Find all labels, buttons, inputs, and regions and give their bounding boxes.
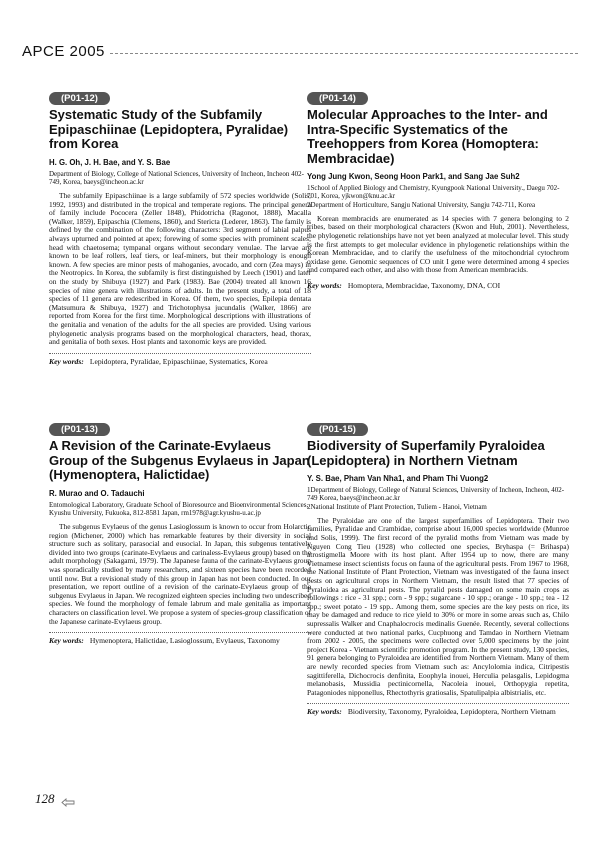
abstract-body: Korean membracids are enumerated as 14 species with 7 genera belonging to 2 tribes, based on their morphological characters (Kwon and Huh, 2001). Nevertheless, the phylogenetic relationships have not yet been analyzed at molecular level. This study is the first attempts to get molecular evidence in phylogenetic relationships within the Korean Membracidae, and to clarify the usefulness of the mitochondrial cytochrom oxidase gene. Genomic sequences of CO unit I gene were determined among 4 species and compared each other, and also with those from American membracids. <box>307 213 569 275</box>
abstract-affiliation: 1School of Applied Biology and Chemistry, Kyungpook National University., Daegu 702-701, Korea, yjkwon@knu.ac.kr <box>307 184 560 201</box>
abstract-code: (P01-13) <box>49 423 110 436</box>
abstract-keywords <box>49 357 311 366</box>
keywords-divider <box>49 632 311 633</box>
abstract-p01-13 <box>49 419 311 645</box>
abstract-p01-12 <box>49 88 311 366</box>
abstract-affiliation: 2Department of Horticulture, Sangju National University, Sangju 742-711, Korea <box>307 200 536 209</box>
page-footer <box>35 791 75 807</box>
arrow-left-outline-icon <box>61 795 75 804</box>
page-header <box>22 43 578 61</box>
abstract-p01-14 <box>307 88 569 290</box>
header-rule <box>110 53 578 54</box>
abstract-p01-15 <box>307 419 569 716</box>
abstract-affiliation: 1Department of Biology, College of Natural Sciences, University of Incheon, Incheon, 402-749 Korea, baeys@incheon.ac.kr <box>307 486 565 503</box>
abstract-body: The subgenus Evylaeus of the genus Lasioglossum is known to occur from Holarctic region (Michener, 2000) which has remarkable features by their diversity in social structure such as solitary, parasocial and eusocial. In Japan, this subgenus tentatively divided into two groups (carinate-Evylaeus and carinaless-Evylaeus group) based on the adult morphology (Sakagami, 1979). The Japanese fauna of the carinate-Evylaeus group was sporadically studied by many researchers, and sixteen species have been recorded until now. But a revisional study of this group in Japan has not been conducted. In our presentation, we report outline of a revision of the carinate-Evylaeus group of the subgenus Evylaeus in Japan. We recognized eighteen species including two undescribed species. We found the morphology of female labrum and male genitalia as important characters on classification level. We propose a system of species-group classification of the Japanese carinate-Evylaeus group. <box>49 522 311 626</box>
keywords-label: Key words: <box>49 636 84 646</box>
abstract-code: (P01-15) <box>307 423 368 436</box>
keywords-divider <box>307 703 569 704</box>
abstract-code: (P01-12) <box>49 92 110 105</box>
abstract-keywords <box>307 707 569 716</box>
abstract-title: Systematic Study of the Subfamily Epipaschiinae (Lepidoptera, Pyralidae) from Korea <box>49 107 289 151</box>
abstract-keywords <box>49 636 311 645</box>
conference-name: APCE 2005 <box>22 43 105 60</box>
keywords-text: Biodiversity, Taxonomy, Pyraloidea, Lepidoptera, Northern Vietnam <box>347 707 556 717</box>
abstract-affiliation: 2National Institute of Plant Protection, Tuliem - Hanoi, Vietnam <box>307 502 487 511</box>
keywords-label: Key words: <box>307 707 342 717</box>
abstract-title: Molecular Approaches to the Inter- and Intra-Specific Systematics of the Treehoppers from Korea (Homoptera: Membracidae) <box>307 107 548 166</box>
abstract-body: The Pyraloidae are one of the largest superfamilies of Lepidoptera. Their two families, Pyralidae and Crambidae, comprise about 16,000 species worldwide (Munroe and Solis, 1999). The first record of the pyralid moths from Vietnam was made by Nguyen Cong Tieu (1928) who collected one species, Bryhaspa (= Brihaspa) atrostigmella Moore with its host plant. After 1954 up to now, there are many Vietnamese insect scientists focus on fauna of the agricultural pests. From 1967 to 1968, the National Institute of Plant Protection, Vietnam was investigated of the fauna insect pests on agricultural crops in Northern Vietnam, the result listed that 77 species of Pyraloidea as agricultural pests. The pyralid pests damaged on some main crops as followings : rice - 31 spp.; corn - 9 spp.; sugarcane - 10 spp.; orange - 10 spp.; tea - 12 spp.; sweet potato - 19 spp.. Among them, some species are the key pests on rice, its may be damaged and reduce to rice yield to 30% or more in some areas such as, Chilo supressalis Walker and Cnaphalocrocis medinalis Guenée. Recently, several collections were conducted at two national parks, Cucphuong and Tamdao in Northern Vietnam from 2002 - 2005, the specimens were collected over 5,000 specimens by the joint project Korea - Vietnam scientific promotion program. In the present study, 130 species, 91 genera belonging to Pyraloidea are identified from Northern Vietnam. Many of them are newly recorded species from Vietnam such as: Ancylolomia indica, Citripestis sagittiferella, Dichocrocis denfinita, Eoophyla inouei, Herculia pelasgalis, Lepidogma melanobasis, Mussidia pectinicornella, Nacoleia inouei, Orthopygia repetita, Patagoniodes nipponellus, Rhectothyris gratiosalis, Spatulipalpia albistrialis, etc. <box>307 515 569 697</box>
abstract-affiliation: Entomological Laboratory, Graduate School of Bioresource and Bioenvironmental Sciences, Kyushu University, Fukuoka, 812-8581 Japan, rm1978@agr.kyushu-u.ac.jp <box>49 500 309 517</box>
keywords-text: Hymenoptera, Halictidae, Lasioglossum, Evylaeus, Taxonomy <box>89 636 280 646</box>
abstract-affiliation: Department of Biology, College of National Sciences, University of Incheon, Incheon 402-749, Korea, baeys@incheon.ac.kr <box>49 169 304 186</box>
page-number: 128 <box>35 791 55 806</box>
abstract-authors: Yong Jung Kwon, Seong Hoon Park1, and Sang Jae Suh2 <box>307 172 520 181</box>
abstract-title: A Revision of the Carinate-Evylaeus Group of the Subgenus Evylaeus in Japan (Hymenoptera, Halictidae) <box>49 438 310 482</box>
keywords-text: Lepidoptera, Pyralidae, Epipaschiinae, Systematics, Korea <box>89 356 268 366</box>
abstract-authors: H. G. Oh, J. H. Bae, and Y. S. Bae <box>49 157 171 167</box>
abstract-body: The subfamily Epipaschiinae is a large subfamily of 572 species worldwide (Solis, 1992, 1993) and distributed in the tropical and temperate regions. The principal genera of family include Pococera (Zeller 1848), Phidotricha (Ragonot, 1888), Macalla (Walker, 1859), Epipaschia (Clemens, 1860), and Stericta (Lederer, 1863). The family is defined by the combination of the following characters: 3rd segment of labial palpus always upturned and pointed at apex; forewing of some species with prominent scales; head with chaetosema; tympanal organs without secondary venulae. The larvae are known to be leaf rollers, leaf tiers, or leaf-miners, but their morphology is enough known. A few species are minor pests of mahoganies, avocado, and corn (Zea mays) in the Neotropics. In Korea, the subfamily is first distinguished by Leech (1901) and later on the study by Shibuya (1927) and Park (1983). Bae (2004) treated all known 16 species of nine genera with illustrations of adults. In the present study, a total of 18 species of 11 genera are redescribed in Korea. Of them, two species, Epilepia dentata (Matsumura & Shibuya, 1927) and Trichotophysa jucundalis (Walker, 1866) are reported from Korea for the first time. Morphological descriptions with illustrations of the genitalia and venation of the adults for the all species are provided. Using various phylogenetic analysis programs based on the morphological characters, head, thorax, and genitalia of both sexes. Host plants and taxonomic keys are provided. <box>49 191 311 347</box>
abstract-authors: R. Murao and O. Tadauchi <box>49 488 145 498</box>
keywords-text: Homoptera, Membracidae, Taxonomy, DNA, COI <box>347 281 501 291</box>
abstract-authors: Y. S. Bae, Pham Van Nha1, and Pham Thi Vuong2 <box>307 474 489 483</box>
keywords-label: Key words: <box>49 356 84 366</box>
abstract-keywords <box>307 281 569 290</box>
abstract-title: Biodiversity of Superfamily Pyraloidea (Lepidoptera) in Northern Vietnam <box>307 438 545 468</box>
abstract-code: (P01-14) <box>307 92 368 105</box>
keywords-label: Key words: <box>307 281 342 291</box>
keywords-divider <box>49 353 311 354</box>
